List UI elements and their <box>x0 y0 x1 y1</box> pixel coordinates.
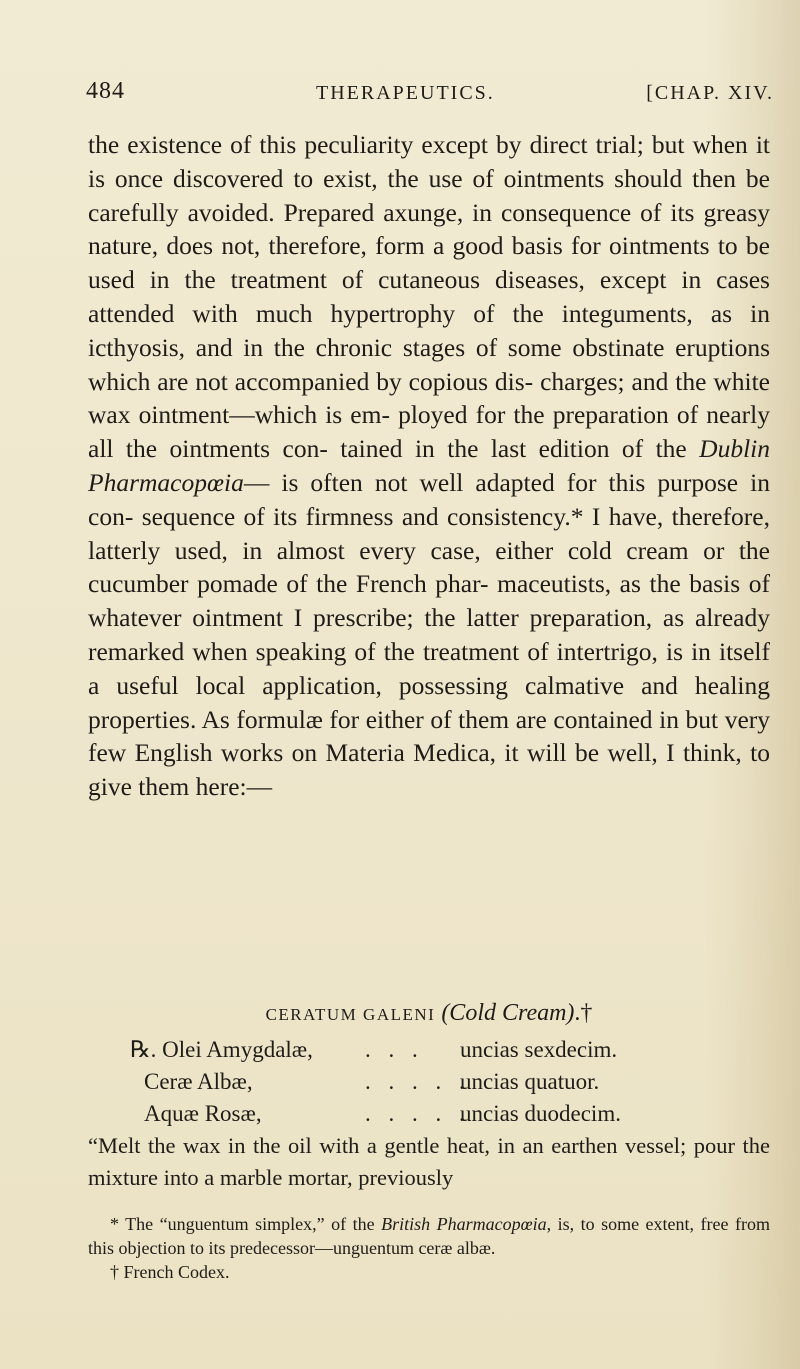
recipe-title-italic: (Cold Cream) <box>441 1000 575 1026</box>
paragraph-text: — is often not well adapted for this purpose in con- sequence of its firmness and consistency.* I have, therefore, latterly used, in almost every case, either cold cream or the cucumber pomade of the French phar- maceutists, as the basis of whatever ointment I prescribe; the latter preparation, as already remarked when speaking of the treatment of intertrigo, is in itself a useful local application, possessing calmative and healing properties. As formulæ for either of them are contained in but very few English works on Materia Medica, it will be well, I think, to give them here:— <box>88 467 770 802</box>
recipe-quantity: uncias sexdecim. <box>460 1037 618 1062</box>
recipe-ingredient: Aquæ Rosæ, <box>144 1101 262 1126</box>
recipe-ingredient: Ceræ Albæ, <box>144 1069 253 1094</box>
recipe-title <box>88 1000 770 1027</box>
footnote-text: * The “unguentum simplex,” of the <box>110 1214 382 1234</box>
recipe-quantity: uncias quatuor. <box>460 1069 600 1094</box>
running-head: THERAPEUTICS. <box>316 82 495 104</box>
recipe-row <box>130 1066 770 1098</box>
italic-title: Dublin Pharmacopœia <box>88 434 770 497</box>
italic-title: British Pharmacopœia <box>381 1214 547 1234</box>
page-header <box>86 78 774 118</box>
page-number: 484 <box>86 78 125 104</box>
recipe-list <box>130 1034 770 1130</box>
paragraph-text: “Melt the wax in the oil with a gentle heat, in an earthen vessel; pour the mixture into a marble mortar, previously <box>88 1133 770 1190</box>
recipe-quantity: uncias duodecim. <box>460 1101 621 1126</box>
footnote <box>88 1212 770 1260</box>
leader-dots: . . . . . <box>365 1069 471 1094</box>
chapter-label: [CHAP. XIV. <box>646 82 774 104</box>
leader-dots: . . . <box>365 1037 424 1062</box>
recipe-title-caps: CERATUM GALENI <box>265 1005 436 1024</box>
recipe-ingredient: ℞. Olei Amygdalæ, <box>130 1037 313 1062</box>
footnote: † French Codex. <box>110 1262 230 1282</box>
footnotes <box>88 1212 770 1284</box>
footnote-mark: .† <box>574 1000 593 1026</box>
leader-dots: . . . . . <box>365 1101 471 1126</box>
recipe-row <box>130 1098 770 1130</box>
main-paragraph <box>88 128 770 804</box>
paragraph-text: the existence of this peculiarity except by direct trial; but when it is once discovered to exist, the use of ointments should then be carefully avoided. Prepared axunge, in consequence of its greasy nature, does not, therefore, form a good basis for ointments to be used in the treatment of cutaneous diseases, except in cases attended with much hypertrophy of the integuments, as in icthyosis, and in the chronic stages of some obstinate eruptions which are not accompanied by copious dis- charges; and the white wax ointment—which is em- ployed for the preparation of nearly all the ointments con- tained in the last edition of the <box>88 130 770 464</box>
recipe-row <box>130 1034 770 1066</box>
paragraph <box>88 128 770 804</box>
continuation-paragraph <box>88 1130 770 1194</box>
footnote-text: , is, to some extent, free from this objection to its predecessor—unguentum ceræ albæ. <box>88 1214 770 1258</box>
